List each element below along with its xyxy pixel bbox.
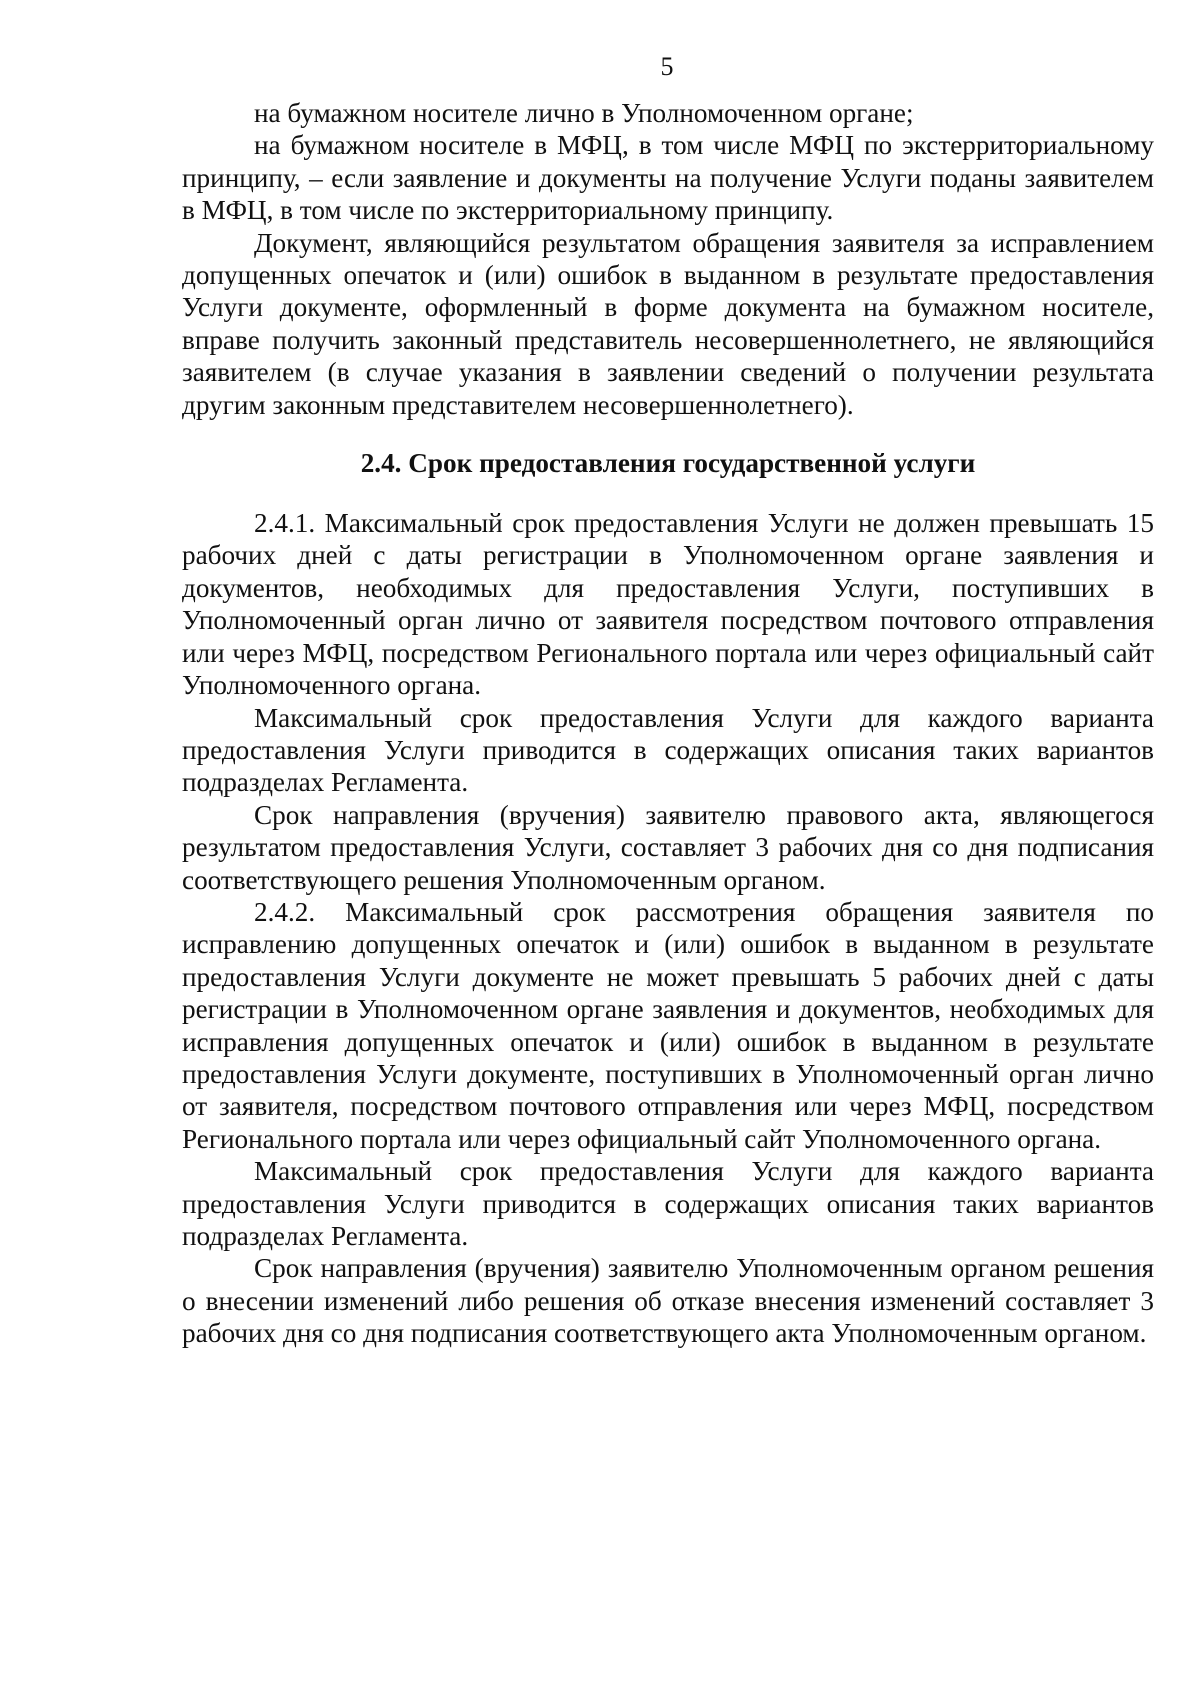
paragraph-delivery-term-act: Срок направления (вручения) заявителю правового акта, являющегося результатом предоставления Услуги, составляет 3 рабочих дня со дня подписания соответствующего решения Уполномоченным органом. — [182, 799, 1154, 895]
paragraph-delivery-term-decision: Срок направления (вручения) заявителю Уполномоченным органом решения о внесении изменений либо решения об отказе внесения изменений составляет 3 рабочих дня со дня подписания соответствующего акта Уполномоченным органом. — [182, 1253, 1154, 1349]
paragraph-max-term-variants: Максимальный срок предоставления Услуги для каждого варианта предоставления Услуги приводится в содержащих описания таких вариантов подразделах Регламента. — [182, 702, 1154, 798]
paragraph-2-4-1: 2.4.1. Максимальный срок предоставления Услуги не должен превышать 15 рабочих дней с даты регистрации в Уполномоченном органе заявления и документов, необходимых для предоставления Услуги, поступивших в Уполномоченный орган лично от заявителя посредством почтового отправления или через МФЦ, посредством Регионального портала или через официальный сайт Уполномоченного органа. — [182, 508, 1154, 701]
page-number: 5 — [660, 52, 674, 81]
paragraph-2-4-2: 2.4.2. Максимальный срок рассмотрения обращения заявителя по исправлению допущенных опечаток и (или) ошибок в выданном в результате предоставления Услуги документе не может превышать 5 рабочих дней с даты регистрации в Уполномоченном органе заявления и документов, необходимых для исправления допущенных опечаток и (или) ошибок в выданном в результате предоставления Услуги документе, поступивших в Уполномоченный орган лично от заявителя, посредством почтового отправления или через МФЦ, посредством Регионального портала или через официальный сайт Уполномоченного органа. — [182, 896, 1154, 1154]
paragraph-legal-representative: Документ, являющийся результатом обращения заявителя за исправлением допущенных опечаток и (или) ошибок в выданном в результате предоставления Услуги документе, оформленный в форме документа на бумажном носителе, вправе получить законный представитель несовершеннолетнего, не являющийся заявителем (в случае указания в заявлении сведений о получении результата другим законным представителем несовершеннолетнего). — [182, 227, 1154, 420]
section-heading: 2.4. Срок предоставления государственной услуги — [360, 448, 976, 479]
document-body — [182, 97, 1154, 1350]
paragraph-max-term-variants-2: Максимальный срок предоставления Услуги для каждого варианта предоставления Услуги приводится в содержащих описания таких вариантов подразделах Регламента. — [182, 1156, 1154, 1251]
paragraph-delivery-mfc: на бумажном носителе в МФЦ, в том числе МФЦ по экстерриториальному принципу, – если заявление и документы на получение Услуги поданы заявителем в МФЦ, в том числе по экстерриториальному принципу. — [182, 130, 1154, 226]
paragraph-delivery-office: на бумажном носителе лично в Уполномоченном органе; — [254, 98, 914, 128]
